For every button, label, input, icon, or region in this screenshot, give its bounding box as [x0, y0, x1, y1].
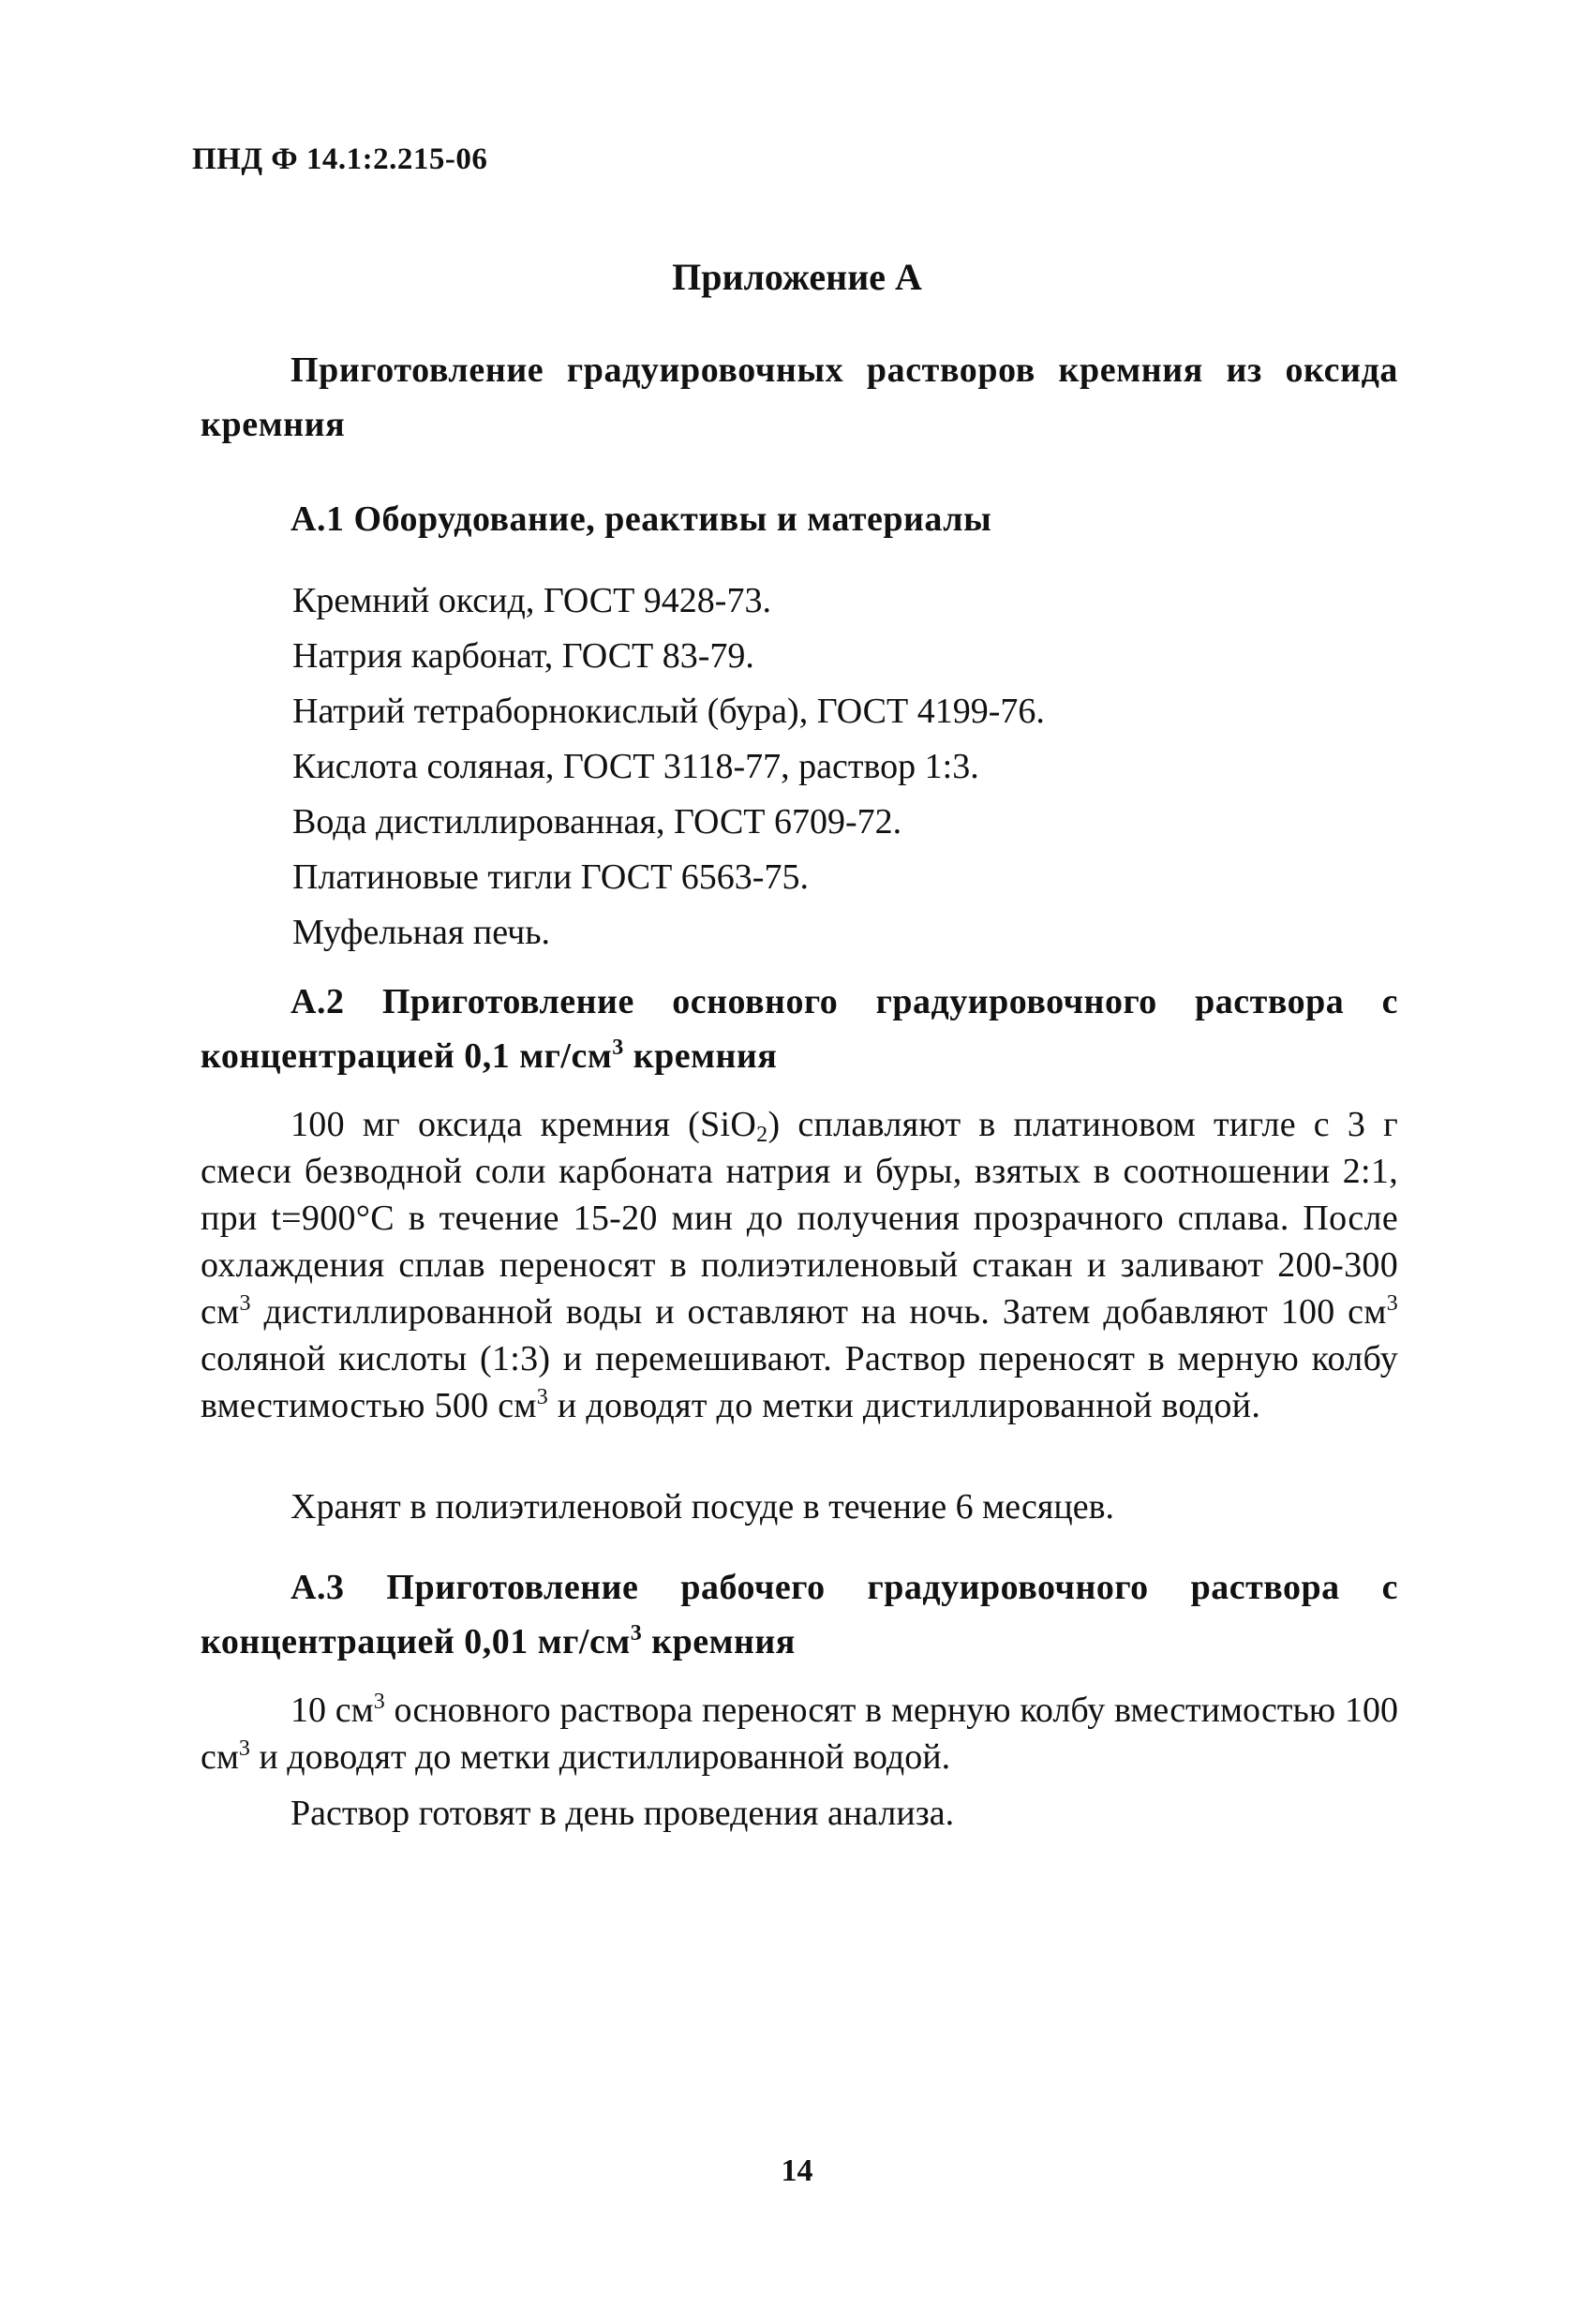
- heading-text: А.2 Приготовление основного градуировочного раствора с концентрацией 0,1 мг/см: [201, 982, 1398, 1076]
- heading-text: А.3 Приготовление рабочего градуировочного раствора с концентрацией 0,01 мг/см: [201, 1568, 1398, 1661]
- superscript: 3: [373, 1690, 385, 1714]
- superscript: 3: [239, 1291, 251, 1316]
- superscript: 3: [1386, 1291, 1398, 1316]
- appendix-subtitle: Приготовление градуировочных растворов кремния из оксида кремния: [201, 350, 1398, 444]
- superscript: 3: [238, 1736, 250, 1761]
- paragraph-text: основного раствора переносят в мерную колбу вместимостью 100 см: [201, 1691, 1398, 1777]
- materials-list-item: Вода дистиллированная, ГОСТ 6709-72.: [292, 802, 902, 842]
- paragraph-text: и доводят до метки дистиллированной водой.: [548, 1386, 1261, 1425]
- materials-list-item: Кремний оксид, ГОСТ 9428-73.: [292, 581, 771, 620]
- paragraph-text: соляной кислоты (1:3) и перемешивают. Раствор переносят в мерную колбу вместимостью 500 см: [201, 1339, 1398, 1425]
- section-a1-heading: А.1 Оборудование, реактивы и материалы: [290, 499, 992, 539]
- materials-list-item: Кислота соляная, ГОСТ 3118-77, раствор 1:3.: [292, 747, 979, 786]
- superscript: 3: [630, 1621, 643, 1646]
- document-code: ПНД Ф 14.1:2.215-06: [192, 142, 488, 176]
- paragraph-text: 100 мг оксида кремния (SiO: [290, 1105, 757, 1144]
- appendix-title: Приложение А: [672, 256, 922, 298]
- section-a2-storage-note: Хранят в полиэтиленовой посуде в течение 6 месяцев.: [290, 1487, 1115, 1527]
- superscript: 3: [536, 1385, 549, 1409]
- materials-list: [292, 574, 1045, 961]
- materials-list-item: Натрий тетраборнокислый (бура), ГОСТ 4199-76.: [292, 692, 1045, 731]
- section-a3-paragraph: [201, 1687, 1398, 1780]
- paragraph-text: 10 см: [290, 1691, 374, 1730]
- heading-text: кремния: [642, 1622, 796, 1661]
- paragraph-text: дистиллированной воды и оставляют на ночь. Затем добавляют 100 см: [250, 1292, 1387, 1332]
- page-number: 14: [781, 2153, 813, 2188]
- materials-list-item: Муфельная печь.: [292, 913, 551, 952]
- materials-list-item: Платиновые тигли ГОСТ 6563-75.: [292, 857, 809, 897]
- section-a3-note: Раствор готовят в день проведения анализа.: [290, 1794, 955, 1833]
- paragraph-text: и доводят до метки дистиллированной водой.: [249, 1737, 951, 1777]
- section-a3-heading: [201, 1560, 1398, 1669]
- superscript: 3: [612, 1035, 624, 1060]
- heading-text: кремния: [623, 1036, 778, 1076]
- section-a2-paragraph: [201, 1101, 1398, 1429]
- subscript: 2: [756, 1123, 768, 1147]
- paragraph-text: ) сплавляют в платиновом тигле с 3 г смеси безводной соли карбоната натрия и буры, взятых в соотношении 2:1, при t=900°С в течение 15-20 мин до получения прозрачного сплава. После охлаждения сплав переносят в полиэтиленовый стакан и заливают 200-300 см: [201, 1105, 1398, 1332]
- materials-list-item: Натрия карбонат, ГОСТ 83-79.: [292, 636, 754, 676]
- section-a2-heading: [201, 975, 1398, 1083]
